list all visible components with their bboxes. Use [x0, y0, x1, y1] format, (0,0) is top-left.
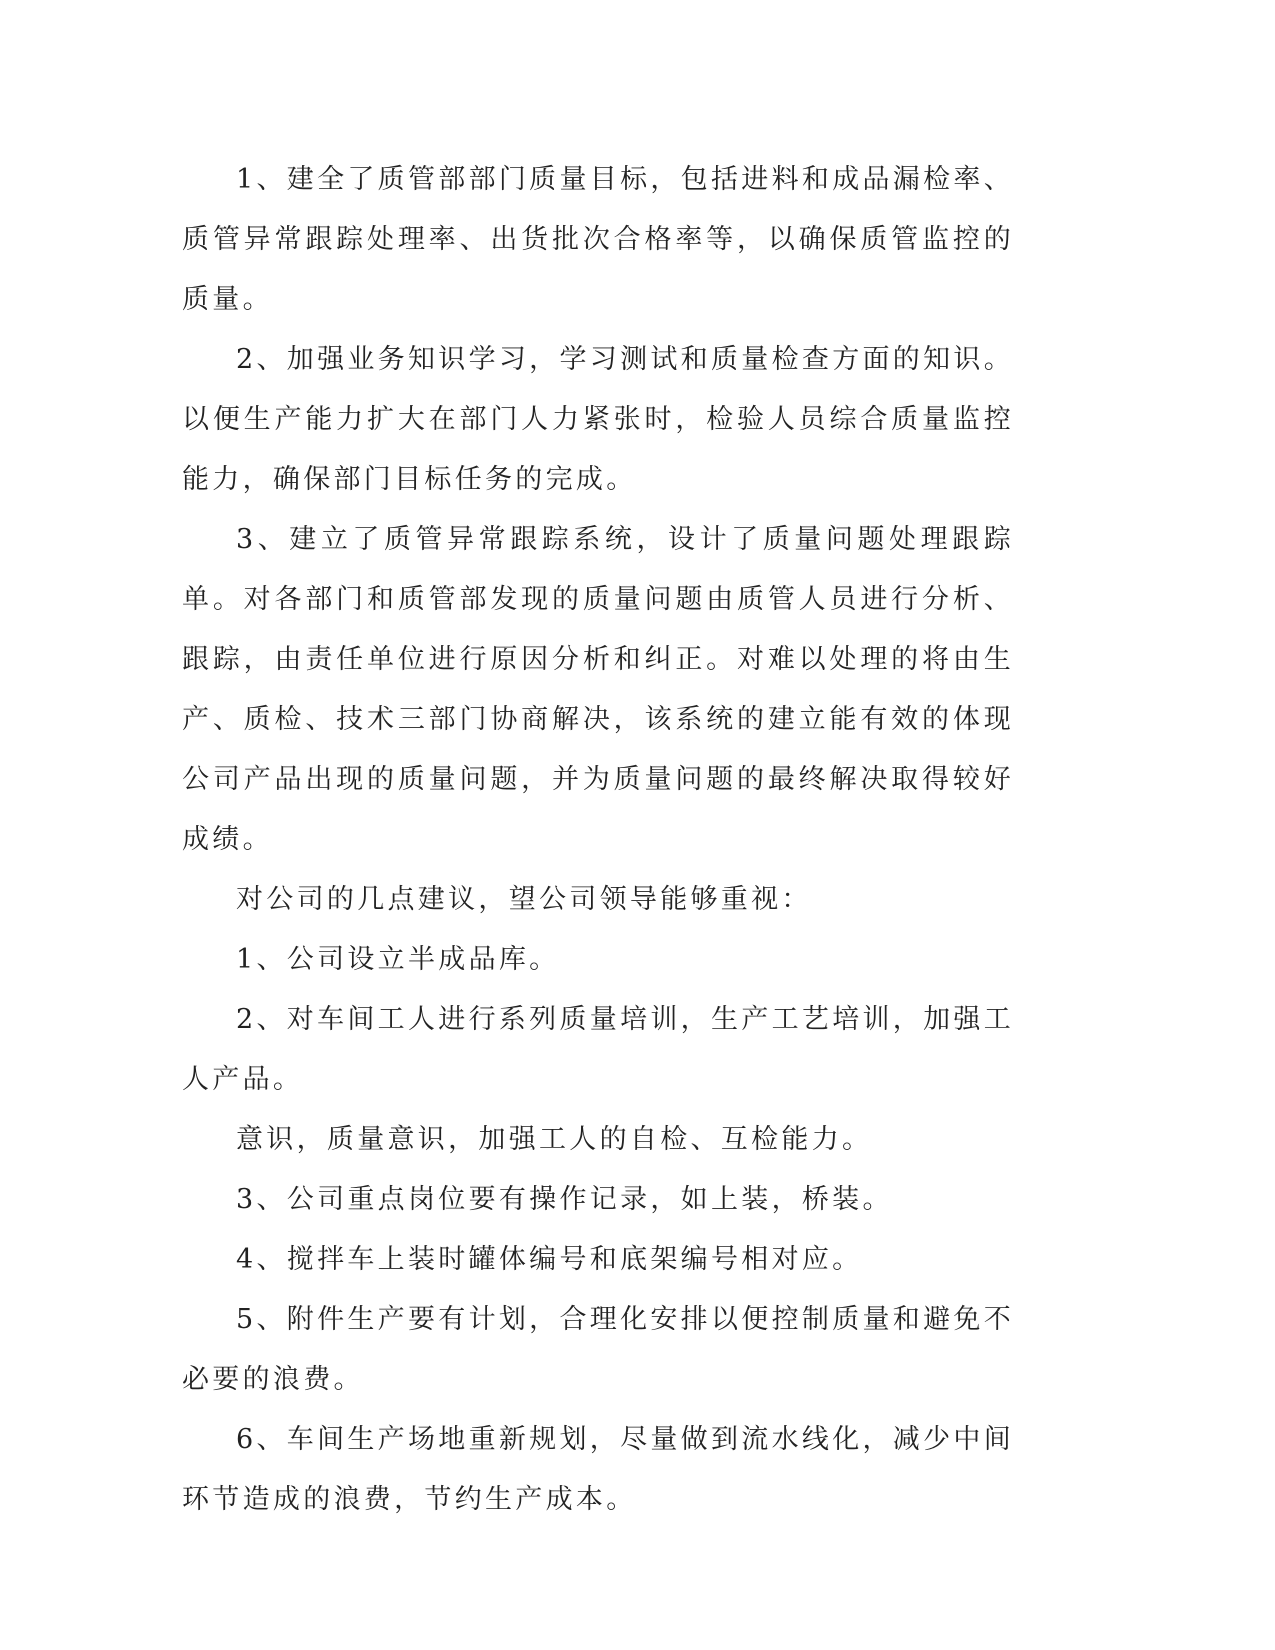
paragraph-suggestion-1: 1、公司设立半成品库。 — [236, 944, 560, 975]
paragraph-suggestion-2: 2、对车间工人进行系列质量培训，生产工艺培训，加强工人产品。 — [182, 1004, 1014, 1095]
paragraph-quality-goals: 1、建全了质管部部门质量目标，包括进料和成品漏检率、质管异常跟踪处理率、出货批次合格率等，以确保质管监控的质量。 — [182, 164, 1014, 315]
paragraph-knowledge-learning: 2、加强业务知识学习，学习测试和质量检查方面的知识。以便生产能力扩大在部门人力紧张时，检验人员综合质量监控能力，确保部门目标任务的完成。 — [182, 344, 1014, 495]
document-body — [182, 150, 1014, 1530]
paragraph-suggestion-2-continued: 意识，质量意识，加强工人的自检、互检能力。 — [236, 1124, 873, 1155]
paragraph-suggestions-intro: 对公司的几点建议，望公司领导能够重视： — [236, 884, 812, 915]
paragraph-suggestion-6: 6、车间生产场地重新规划，尽量做到流水线化，减少中间环节造成的浪费，节约生产成本。 — [182, 1424, 1014, 1515]
paragraph-suggestion-3: 3、公司重点岗位要有操作记录，如上装，桥装。 — [236, 1184, 893, 1215]
paragraph-suggestion-5: 5、附件生产要有计划，合理化安排以便控制质量和避免不必要的浪费。 — [182, 1304, 1014, 1395]
paragraph-suggestion-4: 4、搅拌车上装时罐体编号和底架编号相对应。 — [236, 1244, 863, 1275]
paragraph-tracking-system: 3、建立了质管异常跟踪系统，设计了质量问题处理跟踪单。对各部门和质管部发现的质量问题由质管人员进行分析、跟踪，由责任单位进行原因分析和纠正。对难以处理的将由生产、质检、技术三部门协商解决，该系统的建立能有效的体现公司产品出现的质量问题，并为质量问题的最终解决取得较好成绩。 — [182, 524, 1014, 855]
